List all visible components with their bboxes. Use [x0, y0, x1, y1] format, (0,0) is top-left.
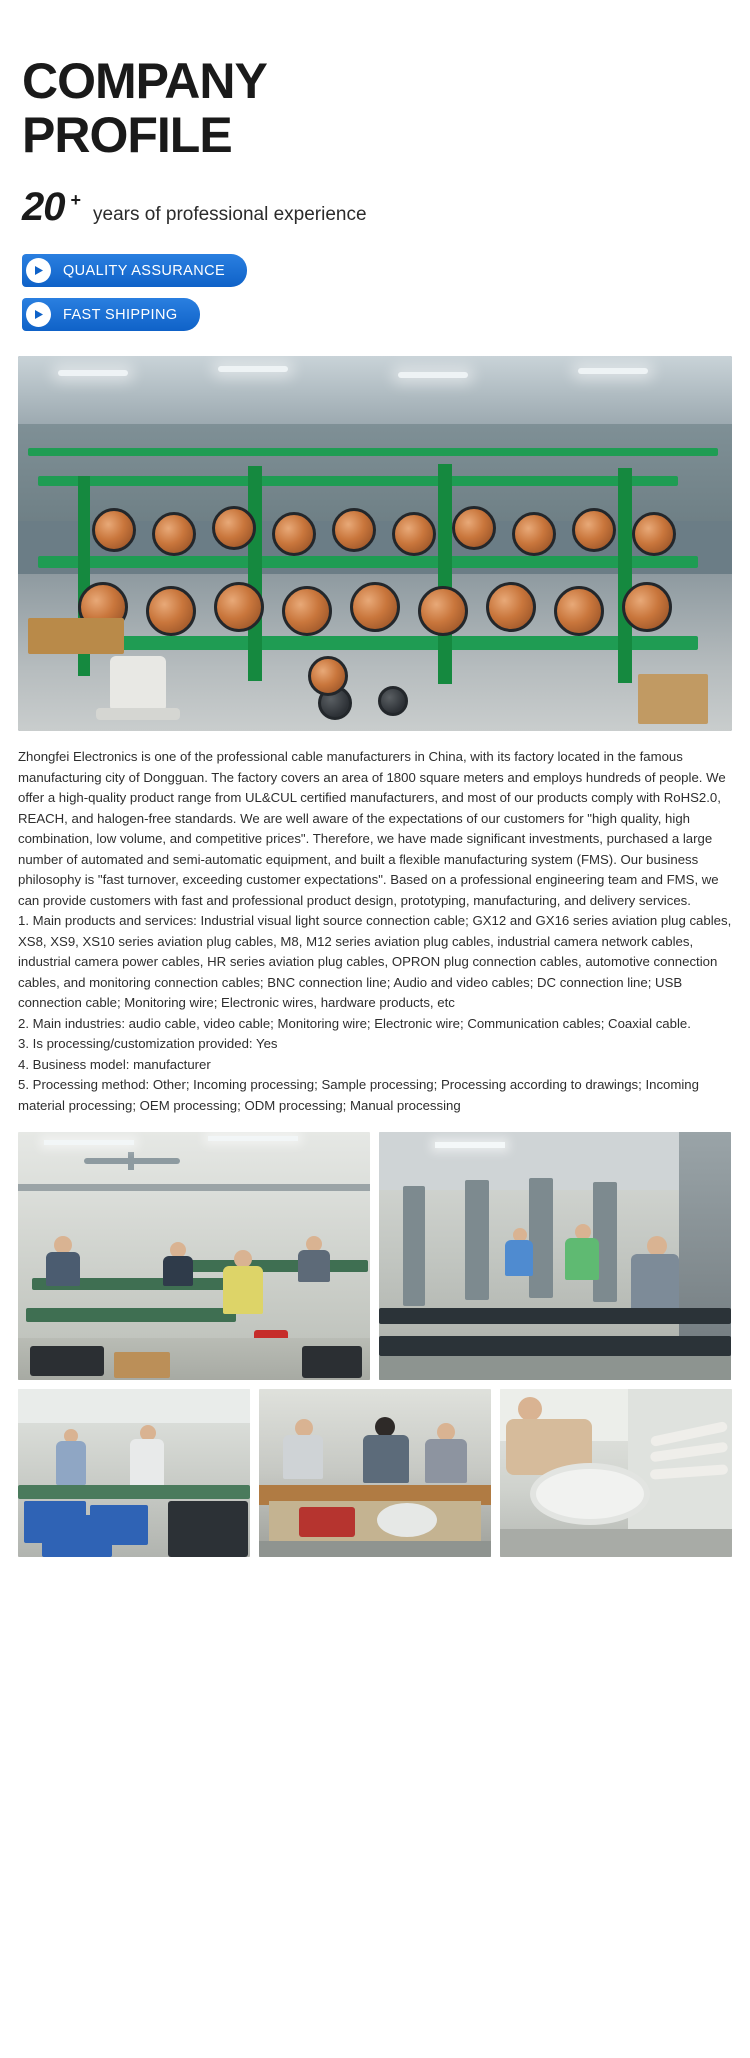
wire-spool [214, 582, 264, 632]
play-arrow-icon [26, 258, 51, 283]
experience-plus-sign: + [70, 190, 82, 210]
machine-frame [28, 448, 718, 456]
ceiling-fan-stem [128, 1152, 134, 1170]
photo-floor [500, 1529, 732, 1557]
molding-machine [403, 1186, 425, 1306]
gallery-photo-molding-line [379, 1132, 731, 1380]
page-title-line-1: COMPANY [22, 53, 267, 109]
experience-text: years of professional experience [93, 204, 367, 225]
badge-label: FAST SHIPPING [63, 306, 178, 323]
worker-body [565, 1238, 599, 1280]
badge-fast-shipping[interactable] [22, 298, 200, 331]
wire-spool [418, 586, 468, 636]
company-description [0, 731, 750, 1116]
badge-row-quality [22, 254, 750, 298]
photo-ceiling [18, 1389, 250, 1423]
wire-spool [146, 586, 196, 636]
ceiling-lamp-icon [58, 370, 128, 376]
worker-body [223, 1266, 263, 1314]
worker-body [425, 1439, 467, 1483]
paragraph-intro: Zhongfei Electronics is one of the professional cable manufacturers in China, with its factory located in the famous manufacturing city of Dongguan. The factory covers an area of 1800 square meters and employs hundreds of people. We offer a high-quality product range from UL&CUL certified manufacturers, and most of our products comply with RoHS2.0, REACH, and halogen-free standards. We are well aware of the expectations of our customers for "high quality, high combination, low volume, and competitive prices". Therefore, we have made significant investments, purchased a large number of automated and semi-automatic equipment, and built a flexible manufacturing system (FMS). Our business philosophy is "fast turnover, exceeding customer expectations". Based on a professional engineering team and FMS, we can provide customers with fast and professional product design, prototyping, manufacturing, and delivery services. [18, 749, 726, 908]
ceiling-lamp-icon [208, 1136, 298, 1141]
molding-machine [465, 1180, 489, 1300]
machine-post [248, 466, 262, 681]
wire-spool [212, 506, 256, 550]
page-title-line-2: PROFILE [22, 106, 232, 163]
ceiling-lamp-icon [578, 368, 648, 374]
page-header [0, 0, 750, 230]
worker-body [46, 1252, 80, 1286]
play-arrow-icon [26, 302, 51, 327]
white-cable-reel-base [96, 708, 180, 720]
white-coil [377, 1503, 437, 1537]
experience-line [22, 185, 750, 230]
gallery-row-1 [18, 1132, 732, 1380]
worker-body [130, 1439, 164, 1487]
work-bench [18, 1485, 250, 1499]
wire-spool [392, 512, 436, 556]
conveyor-shelf [379, 1336, 731, 1356]
wire-spool [622, 582, 672, 632]
work-bench [26, 1308, 236, 1322]
paragraph-customization: 3. Is processing/customization provided: Yes [18, 1036, 278, 1051]
red-container [299, 1507, 355, 1537]
worker-body [56, 1441, 86, 1485]
wood-pallet [28, 618, 124, 654]
worker-body [283, 1435, 323, 1479]
photo-floor [379, 1356, 731, 1380]
white-cable-coil [530, 1463, 650, 1525]
gallery-photo-assembly-benches [18, 1132, 370, 1380]
worker-body [505, 1240, 533, 1276]
cardboard-box [114, 1352, 170, 1378]
ceiling-beam [18, 1184, 370, 1191]
badge-list [0, 254, 750, 342]
parts-crate [30, 1346, 104, 1376]
conveyor-shelf [379, 1308, 731, 1324]
ceiling-lamp-icon [435, 1142, 505, 1148]
badge-label: QUALITY ASSURANCE [63, 262, 226, 279]
paragraph-business-model: 4. Business model: manufacturer [18, 1056, 211, 1072]
blue-bin [42, 1515, 112, 1557]
wire-spool [486, 582, 536, 632]
gallery-row-2 [18, 1389, 732, 1557]
photo-floor [259, 1541, 491, 1557]
badge-row-shipping [22, 298, 750, 342]
worker-body [363, 1435, 409, 1483]
parts-pile [168, 1501, 248, 1557]
wire-spool [308, 656, 348, 696]
machine-post [618, 468, 632, 683]
gallery-photo-sorting-bins [18, 1389, 250, 1557]
wire-spool [282, 586, 332, 636]
white-cable-reel [110, 656, 166, 712]
wire-spool [92, 508, 136, 552]
wire-spool [272, 512, 316, 556]
experience-years: 20 [22, 185, 65, 229]
wire-spool [632, 512, 676, 556]
paragraph-processing-method: 5. Processing method: Other; Incoming processing; Sample processing; Processing according to drawings; Incoming material processing; OEM processing; ODM processing; Manual processing [18, 1077, 699, 1113]
worker-head [375, 1417, 395, 1437]
wire-spool [512, 512, 556, 556]
wire-spool [572, 508, 616, 552]
machine-frame [48, 636, 698, 650]
worker-head [647, 1236, 667, 1256]
photo-scene [18, 1389, 250, 1557]
wire-spool [350, 582, 400, 632]
wire-spool [332, 508, 376, 552]
photo-scene [500, 1389, 732, 1557]
ceiling-lamp-icon [218, 366, 288, 372]
wire-spool [554, 586, 604, 636]
photo-scene [379, 1132, 731, 1380]
ceiling-lamp-icon [398, 372, 468, 378]
badge-quality-assurance[interactable] [22, 254, 247, 287]
molding-machine [529, 1178, 553, 1298]
wire-spool [452, 506, 496, 550]
machine-post [438, 464, 452, 684]
worker-hand [518, 1397, 542, 1421]
ceiling-lamp-icon [44, 1140, 134, 1145]
worker-body [631, 1254, 679, 1316]
worker-body [163, 1256, 193, 1286]
machine-frame [38, 476, 678, 486]
photo-scene [18, 1132, 370, 1380]
work-bench [168, 1260, 368, 1272]
wire-spool-dark [378, 686, 408, 716]
paragraph-industries: 2. Main industries: audio cable, video cable; Monitoring wire; Electronic wire; Communication cables; Coaxial cable. [18, 1015, 691, 1031]
paragraph-products: 1. Main products and services: Industrial visual light source connection cable; GX12 and GX16 series aviation plug cables, XS8, XS9, XS10 series aviation plug cables, M8, M12 series aviation plug cables, industrial camera network cables, industrial camera power cables, HR series aviation plug cables, OPRON plug connection cables, automotive connection cables, and monitoring connection cables; BNC connection line; Audio and video cables; DC connection line; USB connection cable; Monitoring wire; Electronic wires, hardware products, etc [18, 913, 732, 1010]
wire-spool [152, 512, 196, 556]
hero-factory-photo [18, 356, 732, 731]
parts-crate [302, 1346, 362, 1378]
machine-frame [38, 556, 698, 568]
gallery-photo-cable-coiling [500, 1389, 732, 1557]
gallery-photo-harness-table [259, 1389, 491, 1557]
photo-scene [259, 1389, 491, 1557]
cardboard-box [638, 674, 708, 724]
worker-body [298, 1250, 330, 1282]
